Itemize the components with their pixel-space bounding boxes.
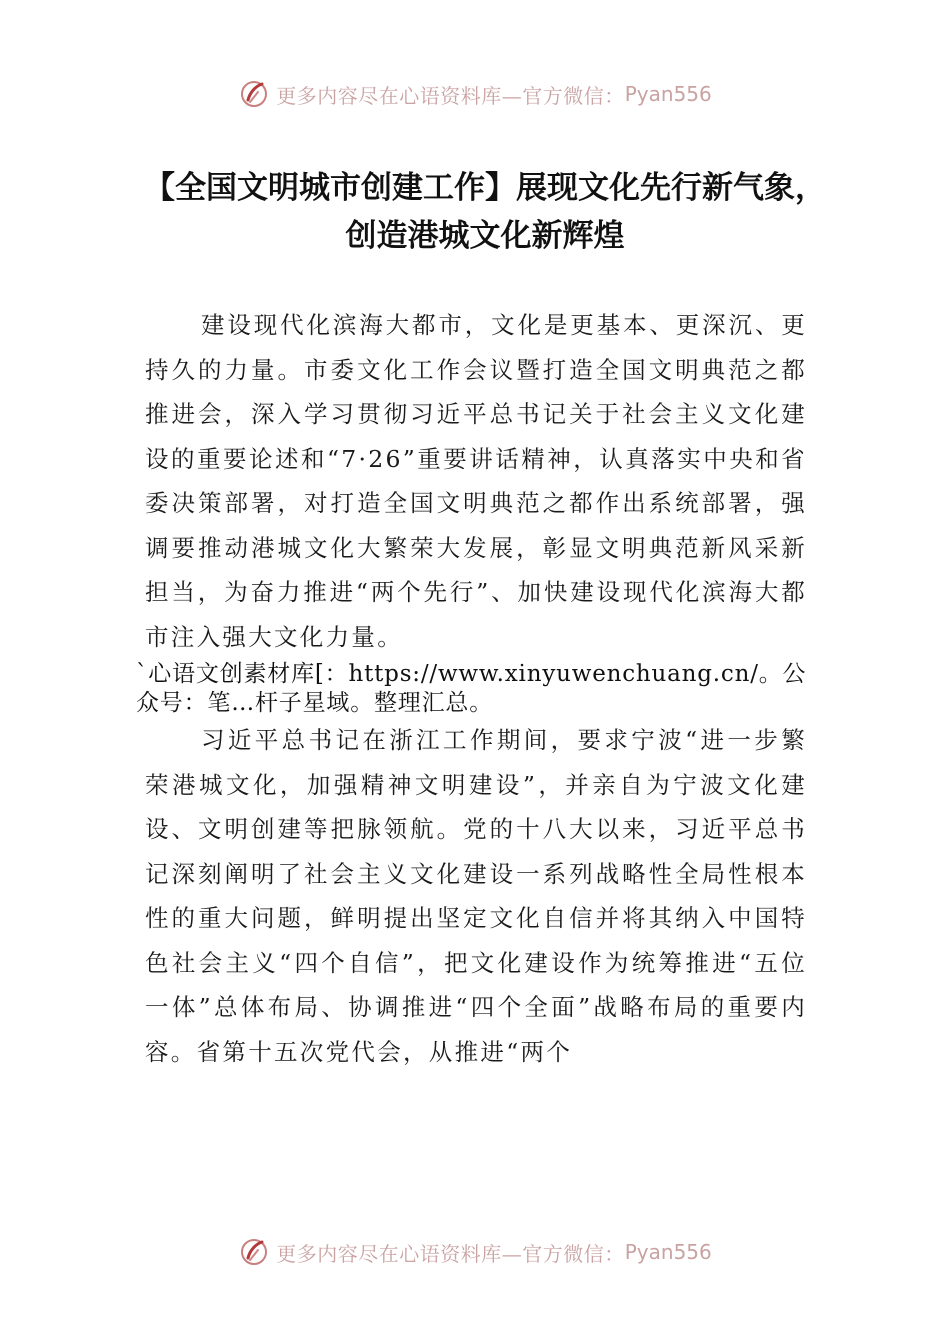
watermark-contact: Pyan556 [624, 1240, 712, 1264]
header-watermark [0, 74, 950, 114]
logo-icon [238, 1236, 270, 1268]
document-title: 【全国文明城市创建工作】展现文化先行新气象，创造港城文化新辉煌 [144, 170, 826, 254]
watermark-contact: Pyan556 [624, 82, 712, 106]
watermark-text: 更多内容尽在心语资料库—官方微信： [276, 1241, 625, 1266]
watermark-text: 更多内容尽在心语资料库—官方微信： [276, 83, 625, 108]
paragraph-2: 习近平总书记在浙江工作期间，要求宁波“进一步繁荣港城文化，加强精神文明建设”，并亲自为宁波文化建设、文明创建等把脉领航。党的十八大以来，习近平总书记深刻阐明了社会主义文化建设一系列战略性全局性根本性的重大问题，鲜明提出坚定文化自信并将其纳入中国特色社会主义“四个自信”，把文化建设作为统筹推进“五位一体”总体布局、协调推进“四个全面”战略布局的重要内容。省第十五次党代会，从推进“两个 [145, 726, 807, 1066]
paragraph-1: 建设现代化滨海大都市，文化是更基本、更深沉、更持久的力量。市委文化工作会议暨打造全国文明典范之都推进会，深入学习贯彻习近平总书记关于社会主义文化建设的重要论述和“7·26”重要讲话精神，认真落实中央和省委决策部署，对打造全国文明典范之都作出系统部署，强调要推动港城文化大繁荣大发展，彰显文明典范新风采新担当，为奋力推进“两个先行”、加快建设现代化滨海大都市注入强大文化力量。 [145, 311, 807, 651]
source-note: `心语文创素材库[：https://www.xinyuwenchuang.cn/。公众号：笔…杆子星域。整理汇总。 [136, 661, 807, 716]
footer-watermark [0, 1232, 950, 1272]
logo-icon [238, 78, 270, 110]
